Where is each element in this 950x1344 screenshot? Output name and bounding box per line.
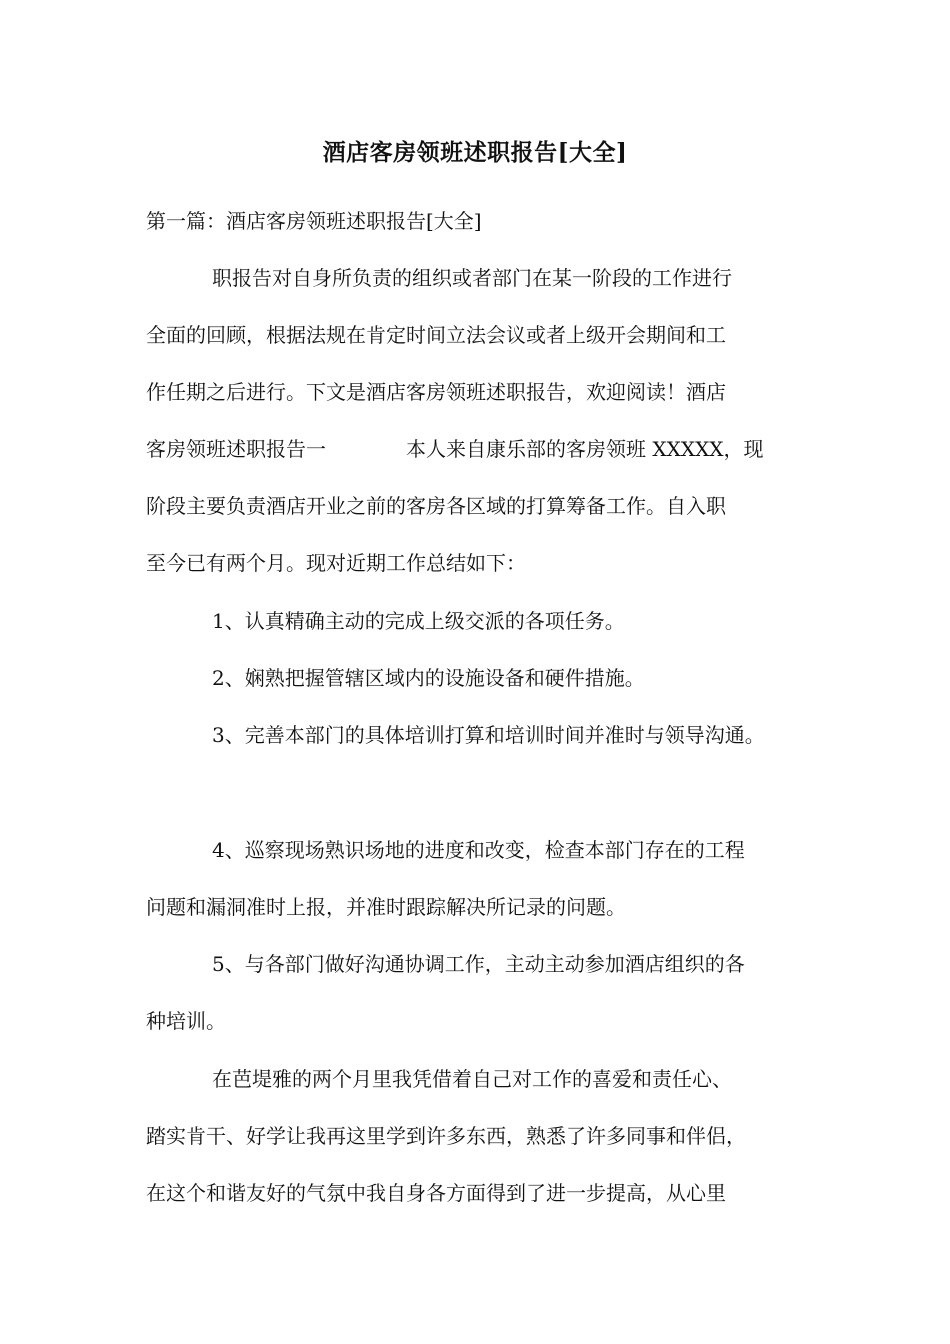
paragraph-line: 作任期之后进行。下文是酒店客房领班述职报告，欢迎阅读！酒店 [146,380,726,404]
paragraph-line: 在这个和谐友好的气氛中我自身各方面得到了进一步提高，从心里 [146,1181,726,1205]
list-item: 1、认真精确主动的完成上级交派的各项任务。 [212,609,625,633]
paragraph-line: 踏实肯干、好学让我再这里学到许多东西，熟悉了许多同事和伴侣， [146,1124,746,1148]
paragraph-line: 全面的回顾，根据法规在肯定时间立法会议或者上级开会期间和工 [146,323,726,347]
document-title: 酒店客房领班述职报告[大全] [322,139,628,166]
list-item-continuation: 种培训。 [146,1009,226,1033]
paragraph-line: 至今已有两个月。现对近期工作总结如下： [146,551,526,575]
paragraph-line: 在芭堤雅的两个月里我凭借着自己对工作的喜爱和责任心、 [212,1067,732,1091]
list-item: 4、巡察现场熟识场地的进度和改变，检查本部门存在的工程 [212,838,745,862]
paragraph-line: 职报告对自身所负责的组织或者部门在某一阶段的工作进行 [212,266,732,290]
list-item: 3、完善本部门的具体培训打算和培训时间并准时与领导沟通。 [212,723,765,747]
list-item-continuation: 问题和漏洞准时上报，并准时跟踪解决所记录的问题。 [146,895,626,919]
section-heading: 第一篇：酒店客房领班述职报告[大全] [146,209,482,233]
paragraph-line: 阶段主要负责酒店开业之前的客房各区域的打算筹备工作。自入职 [146,494,726,518]
list-item: 5、与各部门做好沟通协调工作，主动主动参加酒店组织的各 [212,952,745,976]
paragraph-line: 客房领班述职报告一 本人来自康乐部的客房领班 XXXXX，现 [146,437,764,461]
list-item: 2、娴熟把握管辖区域内的设施设备和硬件措施。 [212,666,645,690]
